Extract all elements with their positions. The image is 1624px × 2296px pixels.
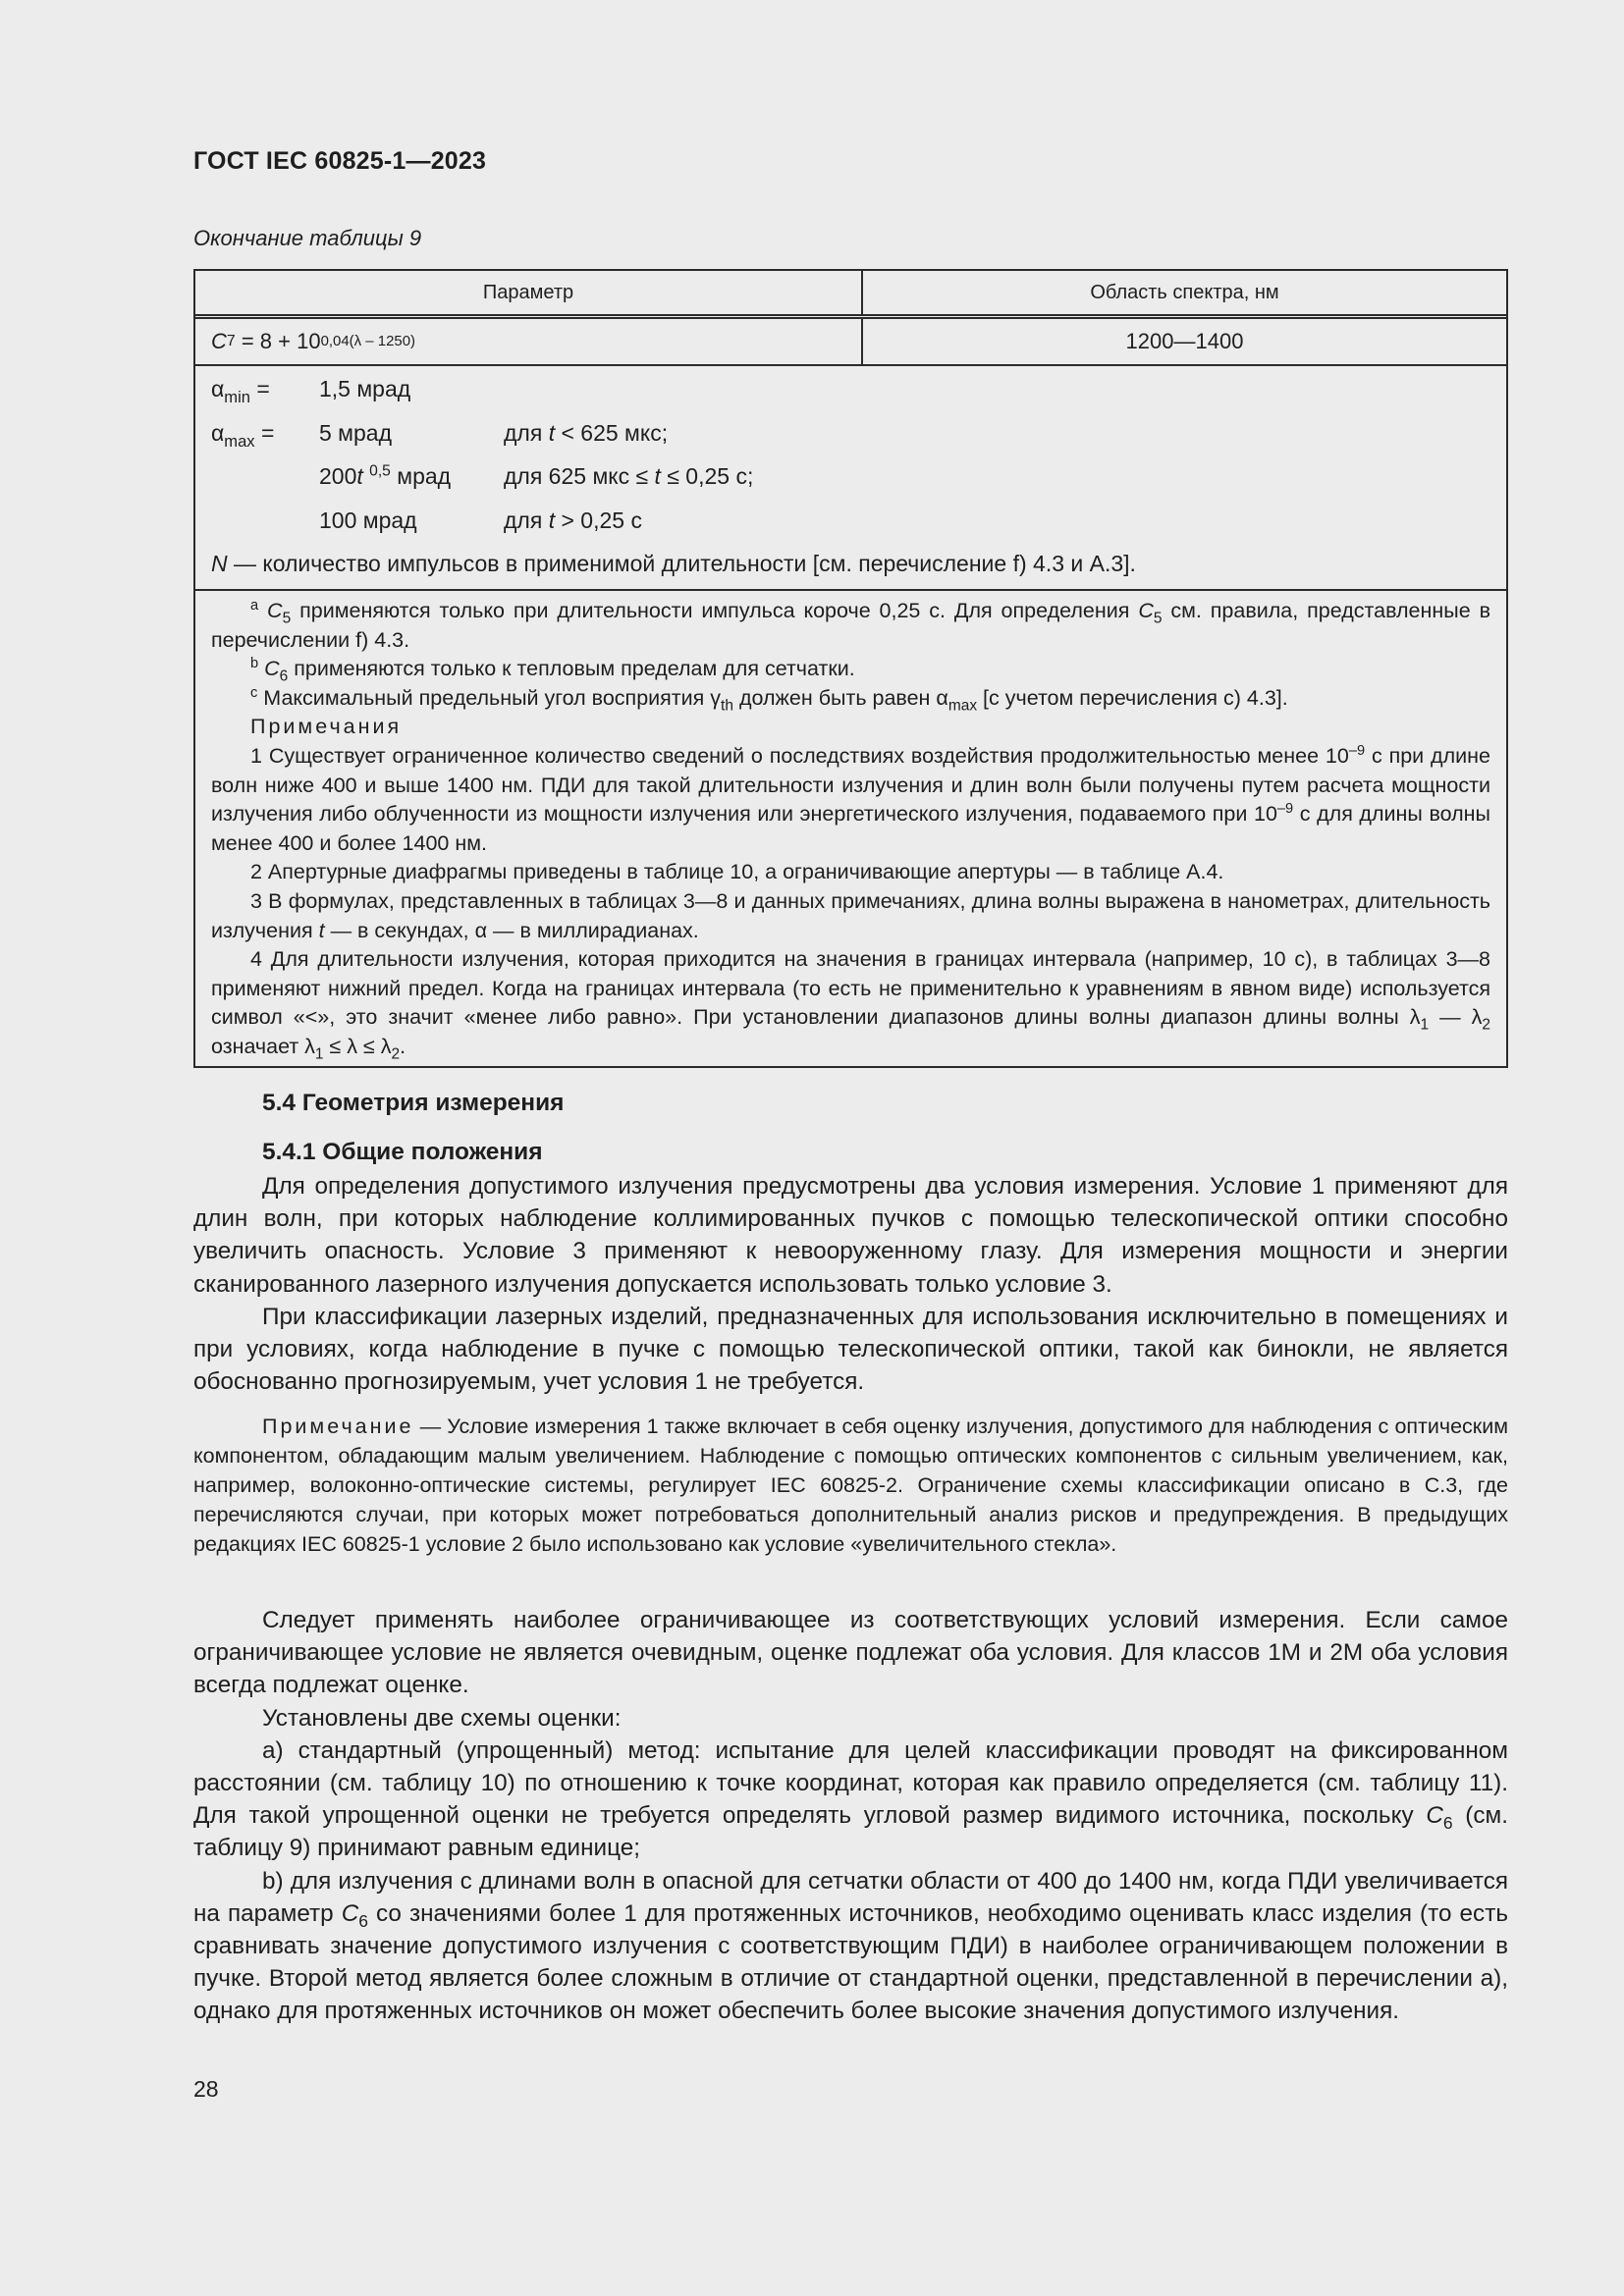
footnote-b: $^b$ $C_6$ применяются только к тепловым пределам для сетчатки. xyxy=(250,656,855,685)
alpha-max-value-1: 5 мрад xyxy=(319,420,392,446)
alpha-max-cond-1: для t < 625 мкс; xyxy=(504,420,669,446)
list-item-b: b) для излучения с длинами волн в опасной для сетчатки области от 400 до 1400 нм, когда ПДИ увеличивается на параметр $C_6$ со значениями более 1 для протяженных источников, необходимо оценивать класс изделия (то есть сравнивать значение допустимого излучения с соответствующим ПДИ) в наиболее ограничивающем положении в пучке. Второй метод является более сложным в отличие от стандартной оценки, представленной в перечислении a), однако для протяженных источников он может обеспечить более высокие значения допустимого излучения. xyxy=(193,1867,1508,2025)
spectrum-range: 1200—1400 xyxy=(1125,329,1244,353)
paragraph: Установлены две схемы оценки: xyxy=(262,1704,622,1732)
alpha-max-value-2: 200t $^{0,5}$ мрад xyxy=(319,462,452,489)
note-label: Примечание xyxy=(262,1415,414,1438)
table-row xyxy=(195,319,1506,366)
note-paragraph: Примечание — Условие измерения 1 также включает в себя оценку излучения, допустимого для наблюдения с оптическим компонентом, обладающим малым увеличением. Наблюдение с помощью оптических компонентов с сильным увеличением, как, например, волоконно-оптические системы, регулирует IEC 60825-2. Ограничение схемы классификации описано в C.3, где перечисляются случаи, при которых может потребоваться дополнительный анализ рисков и предупреждения. В предыдущих редакциях IEC 60825-1 условие 2 было использовано как условие «увеличительного стекла». xyxy=(193,1415,1508,1556)
note-3: 3 В формулах, представленных в таблицах 3—8 и данных примечаниях, длина волны выражена в нанометрах, длительность излучения t — в секундах, α — в миллирадианах. xyxy=(211,888,1490,942)
paragraph: Следует применять наиболее ограничивающее из соответствующих условий измерения. Если самое ограничивающее условие не является очевидным, оценке подлежат оба условия. Для классов 1M и 2M оба условия всегда подлежат оценке. xyxy=(193,1607,1508,1699)
formula-c7: C 7 = 8 + 10 0,04(λ – 1250) xyxy=(195,319,863,364)
alpha-max-cond-3: для t > 0,25 с xyxy=(504,507,642,533)
alpha-max-cond-2: для 625 мкс ≤ t ≤ 0,25 с; xyxy=(504,463,754,489)
paragraph: Для определения допустимого излучения предусмотрены два условия измерения. Условие 1 применяют для длин волн, при которых наблюдение коллимированных пучков с помощью телескопической оптики способно увеличить опасность. Условие 3 применяют к невооруженному глазу. Для измерения мощности и энергии сканированного лазерного излучения допускается использовать только условие 3. xyxy=(193,1173,1508,1298)
document-header: ГОСТ IEC 60825-1—2023 xyxy=(193,147,487,175)
section-title-5-4: 5.4 Геометрия измерения xyxy=(262,1090,565,1116)
alpha-max-value-3: 100 мрад xyxy=(319,507,417,533)
section-title-5-4-1: 5.4.1 Общие положения xyxy=(262,1139,543,1165)
alpha-definitions xyxy=(195,366,1506,591)
note-1: 1 Существует ограниченное количество сведений о последствиях воздействия продолжительностью менее $10^{-9}$ с при длине волн ниже 400 и выше 1400 нм. ПДИ для такой длительности излучения и длин волн были получены путем расчета мощности излучения либо облученности из мощности излучения или энергетического излучения, подаваемого при $10^{-9}$ с для длины волны менее 400 и более 1400 нм. xyxy=(211,742,1490,855)
alpha-min-value: 1,5 мрад xyxy=(319,376,411,401)
note-block xyxy=(193,1412,1508,1559)
alpha-max-label: $\alpha_{max}$ = xyxy=(211,420,275,451)
body-section-1 xyxy=(193,1170,1508,1398)
note-4: 4 Для длительности излучения, которая приходится на значения в границах интервала (например, 10 с), в таблицах 3—8 применяют нижний предел. Когда на границах интервала (то есть не применительно к уравнениям в явном виде) используется символ «<», это значит «менее либо равно». При установлении диапазонов длины волны диапазон длины волны $\lambda_1$ — $\lambda_2$ означает $\lambda_1 \le \lambda \le \lambda_2$. xyxy=(211,947,1490,1063)
alpha-min-label: $\alpha_{min}$ = xyxy=(211,376,270,406)
column-header-spectrum: Область спектра, нм xyxy=(1090,281,1279,303)
notes-title: Примечания xyxy=(250,715,403,739)
table-caption: Окончание таблицы 9 xyxy=(193,226,422,250)
list-item-a: a) стандартный (упрощенный) метод: испытание для целей классификации проводят на фиксированном расстоянии (см. таблицу 10) по отношению к точке координат, которая как правило определяется (см. таблицу 11). Для такой упрощенной оценки не требуется определять угловой размер видимого источника, поскольку $C_6$ (см. таблицу 9) принимают равным единице; xyxy=(193,1736,1508,1862)
table-9-end xyxy=(193,269,1508,1068)
page-number: 28 xyxy=(193,2076,219,2102)
footnote-a: $^a$ $C_5$ применяются только при длительности импульса короче 0,25 с. Для определения $C_5$ см. правила, представленные в перечислении f) 4.3. xyxy=(211,597,1490,652)
paragraph: При классификации лазерных изделий, предназначенных для использования исключительно в помещениях и при условиях, когда наблюдение в пучке с помощью телескопической оптики, такой как бинокли, не является обоснованно прогнозируемым, учет условия 1 не требуется. xyxy=(193,1303,1508,1396)
table-footnotes xyxy=(195,591,1506,1066)
body-section-2 xyxy=(193,1604,1508,2028)
footnote-c: $^c$ Максимальный предельный угол восприятия $\gamma_{th}$ должен быть равен $\alpha_{max}$ [с учетом перечисления c) 4.3]. xyxy=(250,684,1288,715)
column-header-parameter: Параметр xyxy=(195,271,863,314)
note-2: 2 Апертурные диафрагмы приведены в таблице 10, а ограничивающие апертуры — в таблице A.4. xyxy=(250,860,1224,884)
table-header-row xyxy=(195,271,1506,319)
n-definition: N — количество импульсов в применимой длительности [см. перечисление f) 4.3 и A.3]. xyxy=(211,551,1136,576)
